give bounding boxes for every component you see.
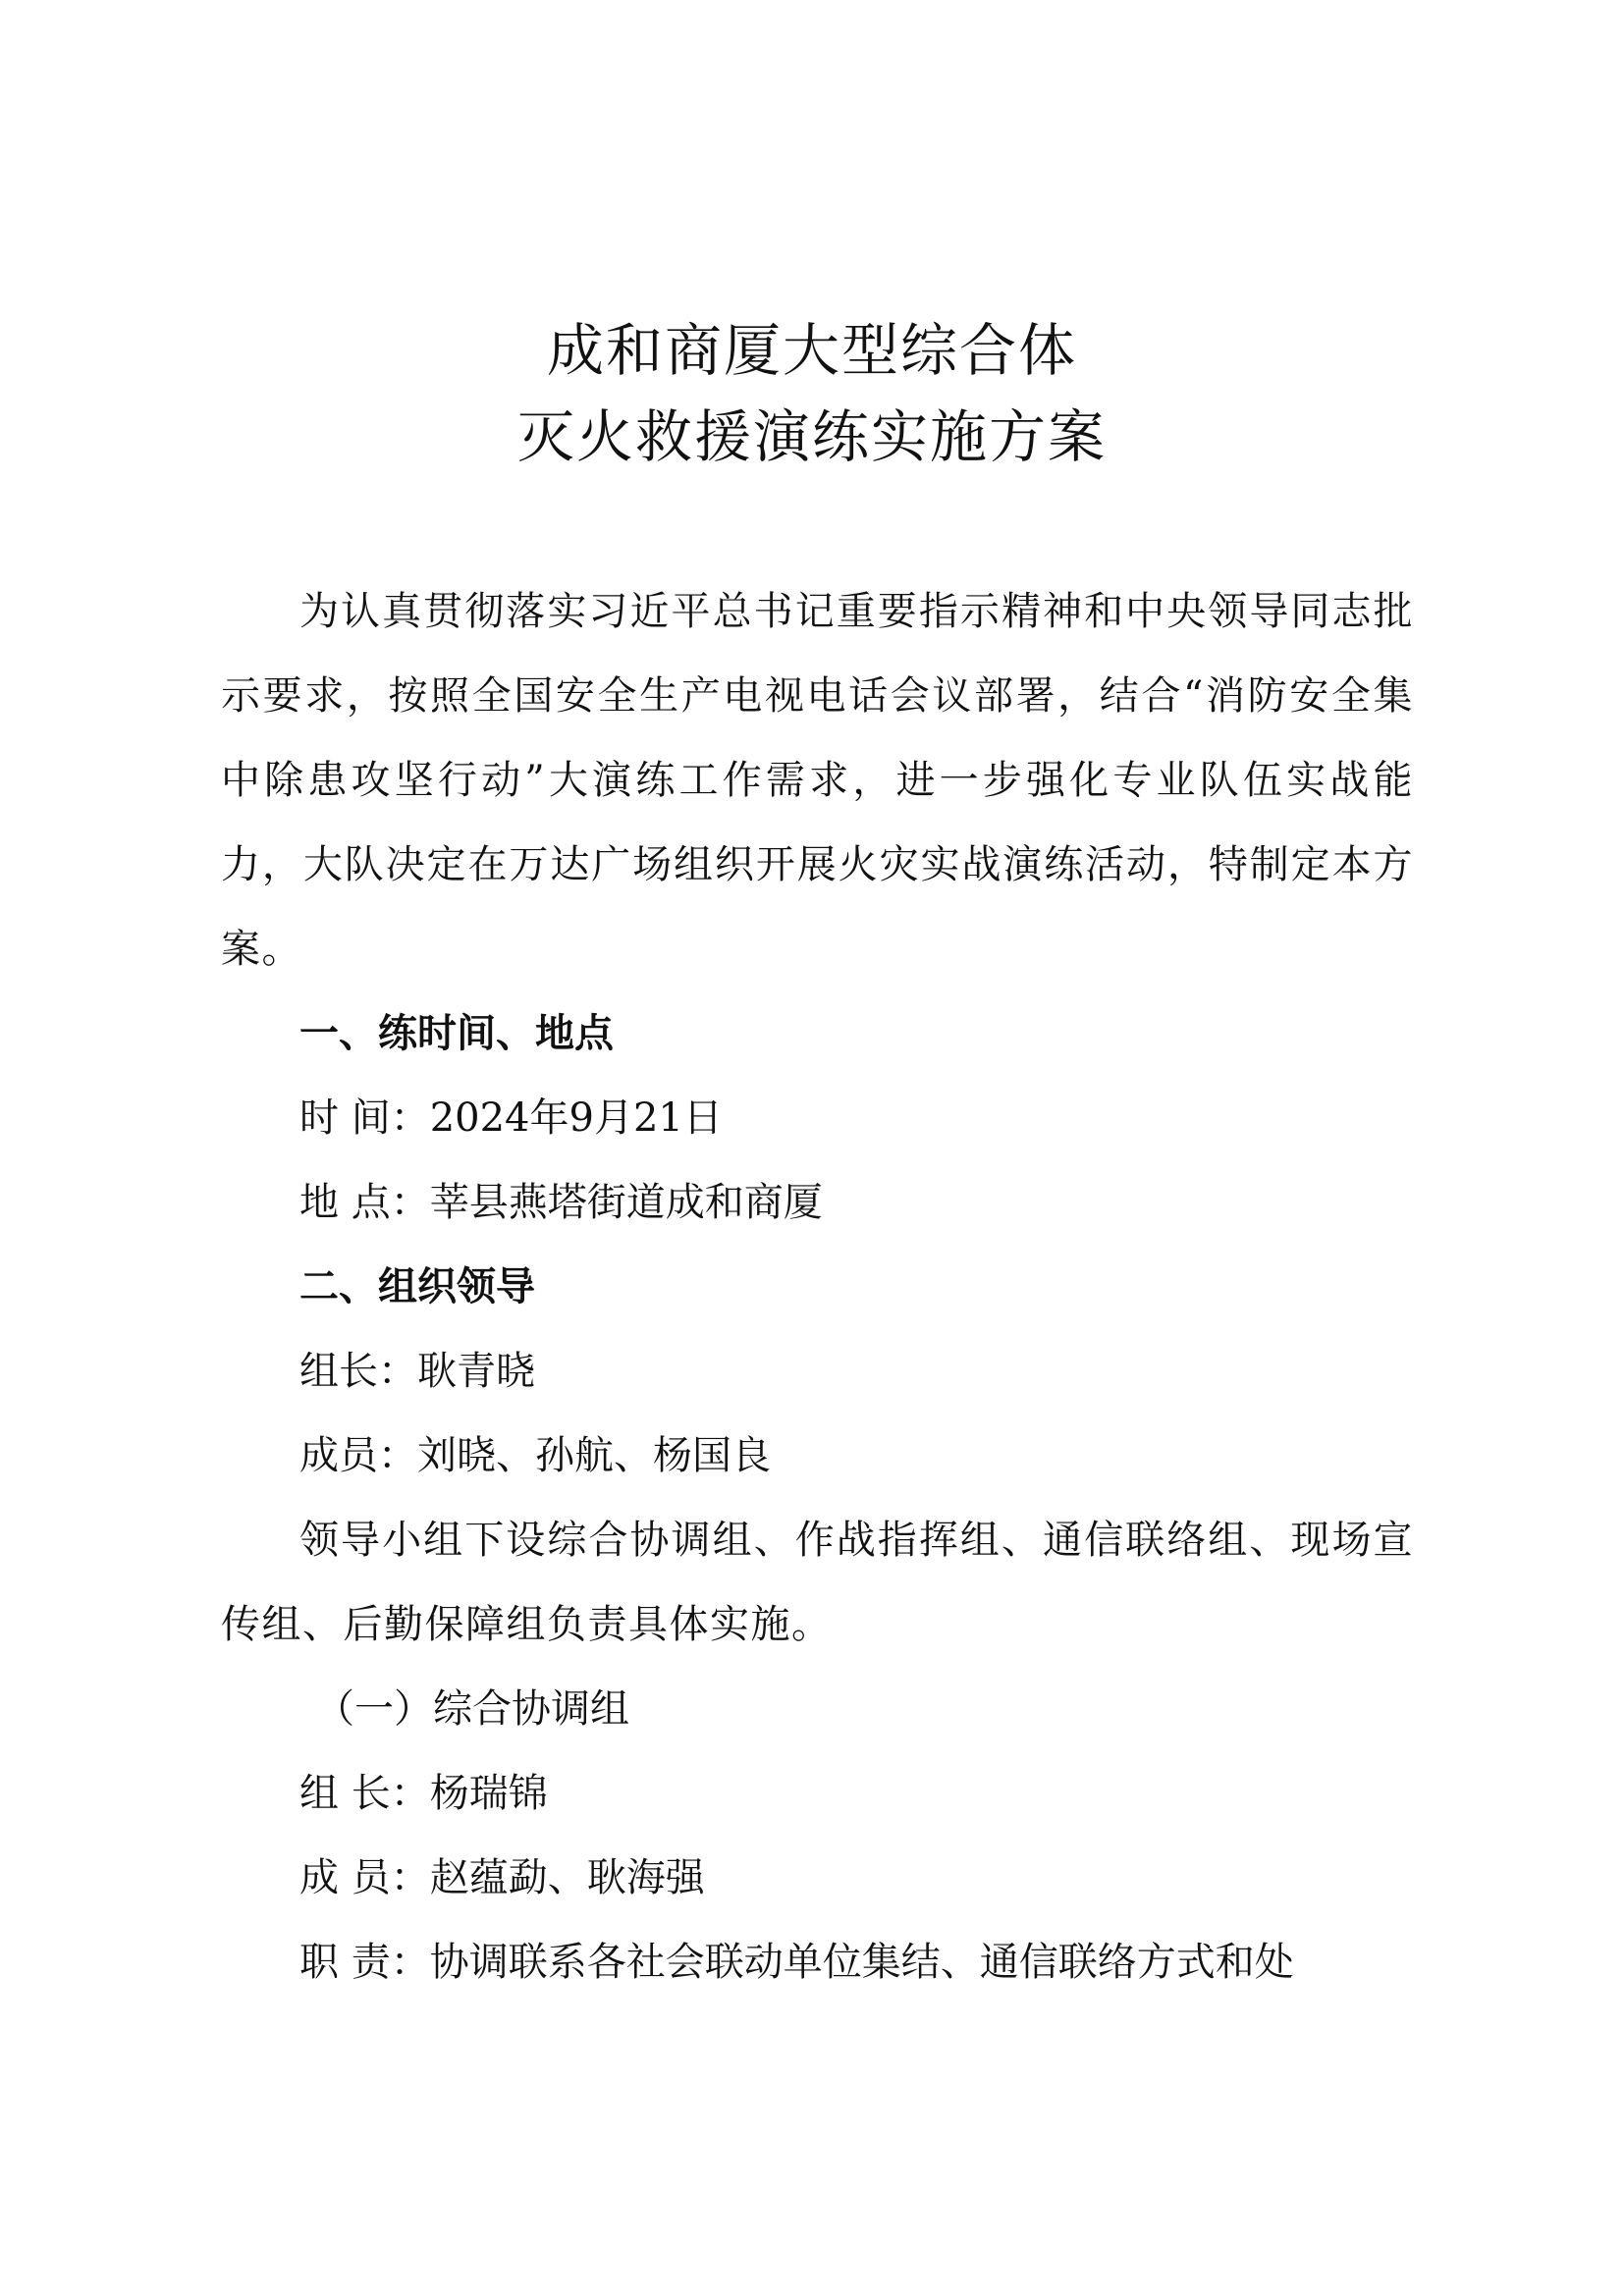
document-title-line-2: 灭火救援演练实施方案 bbox=[516, 403, 1107, 470]
section-1-heading: 一、练时间、地点 bbox=[299, 1011, 614, 1056]
document-body bbox=[221, 569, 1414, 2004]
section-2-heading: 二、组织领导 bbox=[299, 1264, 535, 1309]
subgroup-1-leader: 组 长：杨瑞锦 bbox=[299, 1771, 548, 1816]
document-title-line-1: 成和商厦大型综合体 bbox=[546, 317, 1077, 384]
subgroup-1-duty: 职 责：协调联系各社会联动单位集结、通信联络方式和处 bbox=[299, 1940, 1294, 1985]
intro-paragraph: 为认真贯彻落实习近平总书记重要指示精神和中央领导同志批示要求，按照全国安全生产电视电话会议部署，结合“消防安全集中除患攻坚行动”大演练工作需求，进一步强化专业队伍实战能力，大队决定在万达广场组织开展火灾实战演练活动，特制定本方案。 bbox=[221, 589, 1414, 972]
drill-place: 地 点：莘县燕塔街道成和商厦 bbox=[299, 1180, 823, 1225]
group-members: 成员：刘晓、孙航、杨国良 bbox=[299, 1433, 771, 1478]
drill-time: 时 间：2024年9月21日 bbox=[299, 1095, 723, 1141]
subgroup-1-title: （一）综合协调组 bbox=[315, 1686, 629, 1732]
leadership-description: 领导小组下设综合协调组、作战指挥组、通信联络组、现场宣传组、后勤保障组负责具体实施。 bbox=[221, 1518, 1414, 1647]
subgroup-1-members: 成 员：赵蕴勐、耿海强 bbox=[299, 1855, 705, 1900]
group-leader: 组长：耿青晓 bbox=[299, 1349, 535, 1394]
